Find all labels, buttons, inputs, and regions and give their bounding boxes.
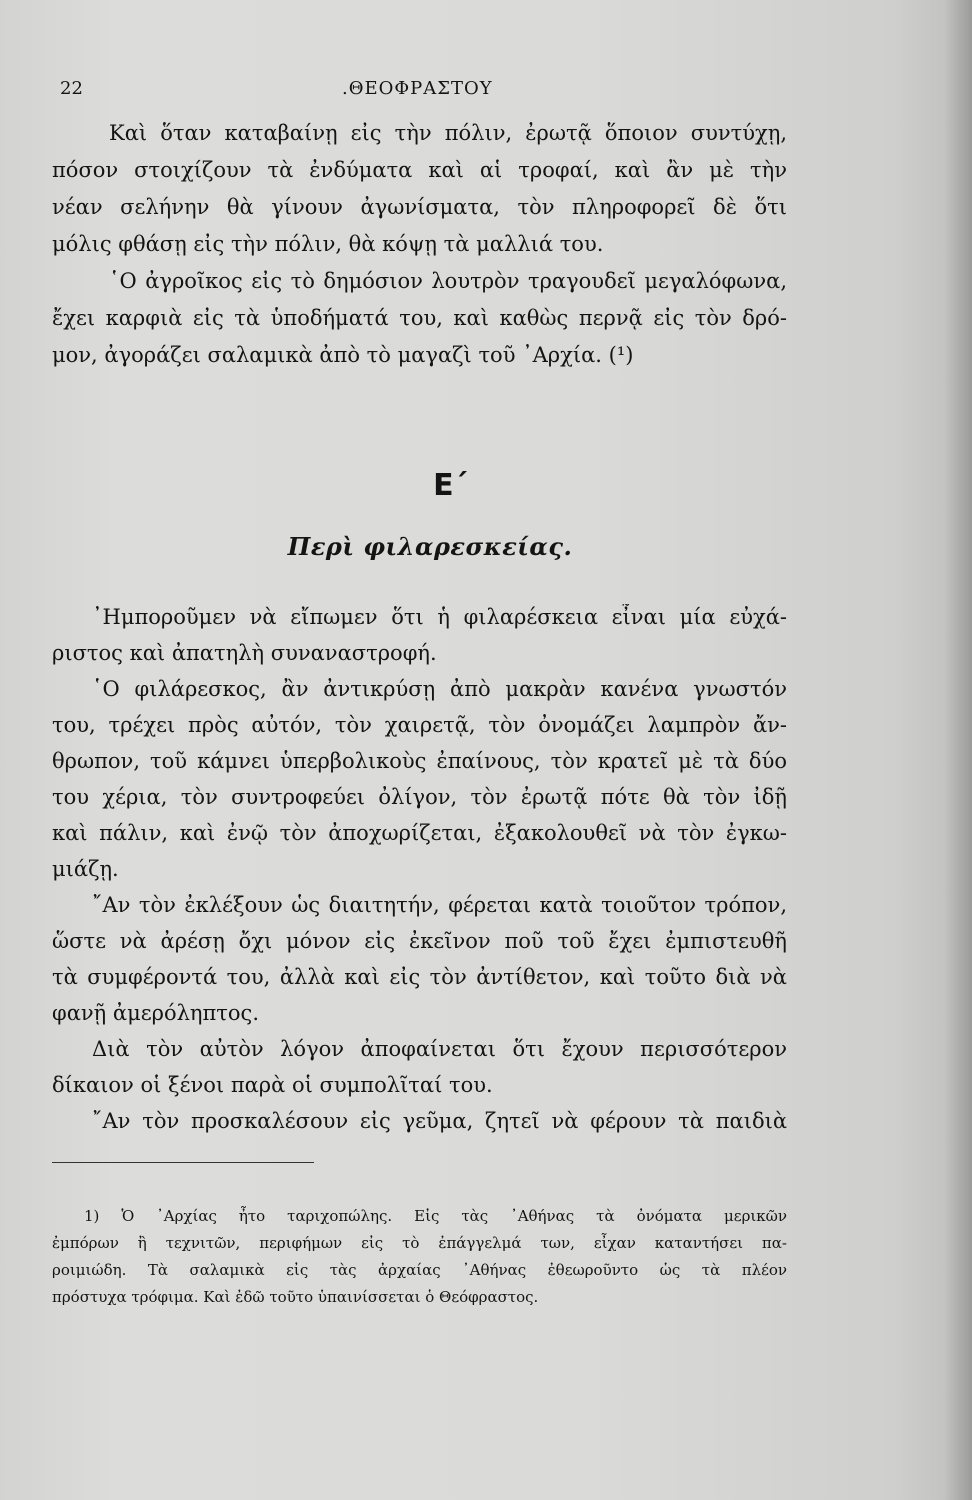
text-line: δίκαιον οἱ ξένοι παρὰ οἱ συμπολῖταί του.: [52, 1073, 493, 1097]
footnote-line: ἐμπόρων ἢ τεχνιτῶν, περιφήμων εἰς τὸ ἐπάγγελμά των, εἶχαν καταντήσει πα-: [52, 1234, 787, 1252]
footnote-separator: [52, 1162, 314, 1163]
text-line: φανῇ ἀμερόληπτος.: [52, 1001, 259, 1025]
text-line: ῎Αν τὸν ἐκλέξουν ὡς διαιτητήν, φέρεται κατὰ τοιοῦτον τρόπον,: [92, 893, 787, 917]
body-text: [52, 604, 787, 1144]
text-line: ἔχει καρφιὰ εἰς τὰ ὑποδήματά του, καὶ καθὼς περνᾷ εἰς τὸν δρό-: [52, 306, 787, 330]
text-line: ᾿Ημποροῦμεν νὰ εἴπωμεν ὅτι ἡ φιλαρέσκεια εἶναι μία εὐχά-: [92, 605, 787, 629]
text-line: θρωπον, τοῦ κάμνει ὑπερβολικοὺς ἐπαίνους, τὸν κρατεῖ μὲ τὰ δύο: [52, 749, 787, 773]
text-line: Καὶ ὅταν καταβαίνῃ εἰς τὴν πόλιν, ἐρωτᾷ ὅποιον συντύχῃ,: [109, 121, 787, 145]
text-line: μον, ἀγοράζει σαλαμικὰ ἀπὸ τὸ μαγαζὶ τοῦ ᾿Αρχία. (¹): [52, 343, 634, 367]
text-line: Διὰ τὸν αὐτὸν λόγον ἀποφαίνεται ὅτι ἔχουν περισσότερον: [92, 1037, 787, 1061]
footnote-line: πρόστυχα τρόφιμα. Καὶ ἐδῶ τοῦτο ὑπαινίσσεται ὁ Θεόφραστος.: [52, 1288, 539, 1306]
text-line: ριστος καὶ ἀπατηλὴ συναναστροφή.: [52, 641, 437, 665]
text-line: νέαν σελήνην θὰ γίνουν ἀγωνίσματα, τὸν πληροφορεῖ δὲ ὅτι: [52, 195, 787, 219]
text-line: ὥστε νὰ ἀρέσῃ ὄχι μόνον εἰς ἐκεῖνον ποῦ τοῦ ἔχει ἐμπιστευθῆ: [52, 929, 787, 953]
section-number: Ε΄: [433, 468, 467, 503]
running-head: [60, 78, 780, 104]
text-line: καὶ πάλιν, καὶ ἐνῷ τὸν ἀποχωρίζεται, ἐξακολουθεῖ νὰ τὸν ἐγκω-: [52, 821, 787, 845]
text-line: ῎Αν τὸν προσκαλέσουν εἰς γεῦμα, ζητεῖ νὰ φέρουν τὰ παιδιὰ: [92, 1109, 787, 1133]
page-number: 22: [60, 78, 83, 99]
text-line: ῾Ο φιλάρεσκος, ἂν ἀντικρύσῃ ἀπὸ μακρὰν κανένα γνωστόν: [92, 677, 787, 701]
running-title: .ΘΕΟΦΡΑΣΤΟΥ: [342, 78, 493, 99]
text-line: ῾Ο ἀγροῖκος εἰς τὸ δημόσιον λουτρὸν τραγουδεῖ μεγαλόφωνα,: [109, 269, 787, 293]
text-line: πόσον στοιχίζουν τὰ ἐνδύματα καὶ αἱ τροφαί, καὶ ἂν μὲ τὴν: [52, 158, 787, 182]
footnote-line: ροιμιώδη. Τὰ σαλαμικὰ εἰς τὰς ἀρχαίας ᾿Αθήνας ἐθεωροῦντο ὡς τὰ πλέον: [52, 1261, 787, 1279]
text-line: του, τρέχει πρὸς αὐτόν, τὸν χαιρετᾷ, τὸν ὀνομάζει λαμπρὸν ἄν-: [52, 713, 787, 737]
text-line: μόλις φθάσῃ εἰς τὴν πόλιν, θὰ κόψῃ τὰ μαλλιά του.: [52, 232, 604, 256]
footnote-line: 1) Ὁ ᾿Αρχίας ἦτο ταριχοπώλης. Εἰς τὰς ᾿Αθήνας τὰ ὀνόματα μερικῶν: [84, 1207, 787, 1225]
text-line: τὰ συμφέροντά του, ἀλλὰ καὶ εἰς τὸν ἀντίθετον, καὶ τοῦτο διὰ νὰ: [52, 965, 787, 989]
section-title: Περὶ φιλαρεσκείας.: [287, 532, 573, 561]
top-paragraphs: [52, 120, 787, 380]
text-line: μιάζῃ.: [52, 857, 119, 881]
text-line: του χέρια, τὸν συντροφεύει ὀλίγον, τὸν ἐρωτᾷ πότε θὰ τὸν ἰδῇ: [52, 785, 787, 809]
page-edge-shadow: [944, 0, 972, 1500]
